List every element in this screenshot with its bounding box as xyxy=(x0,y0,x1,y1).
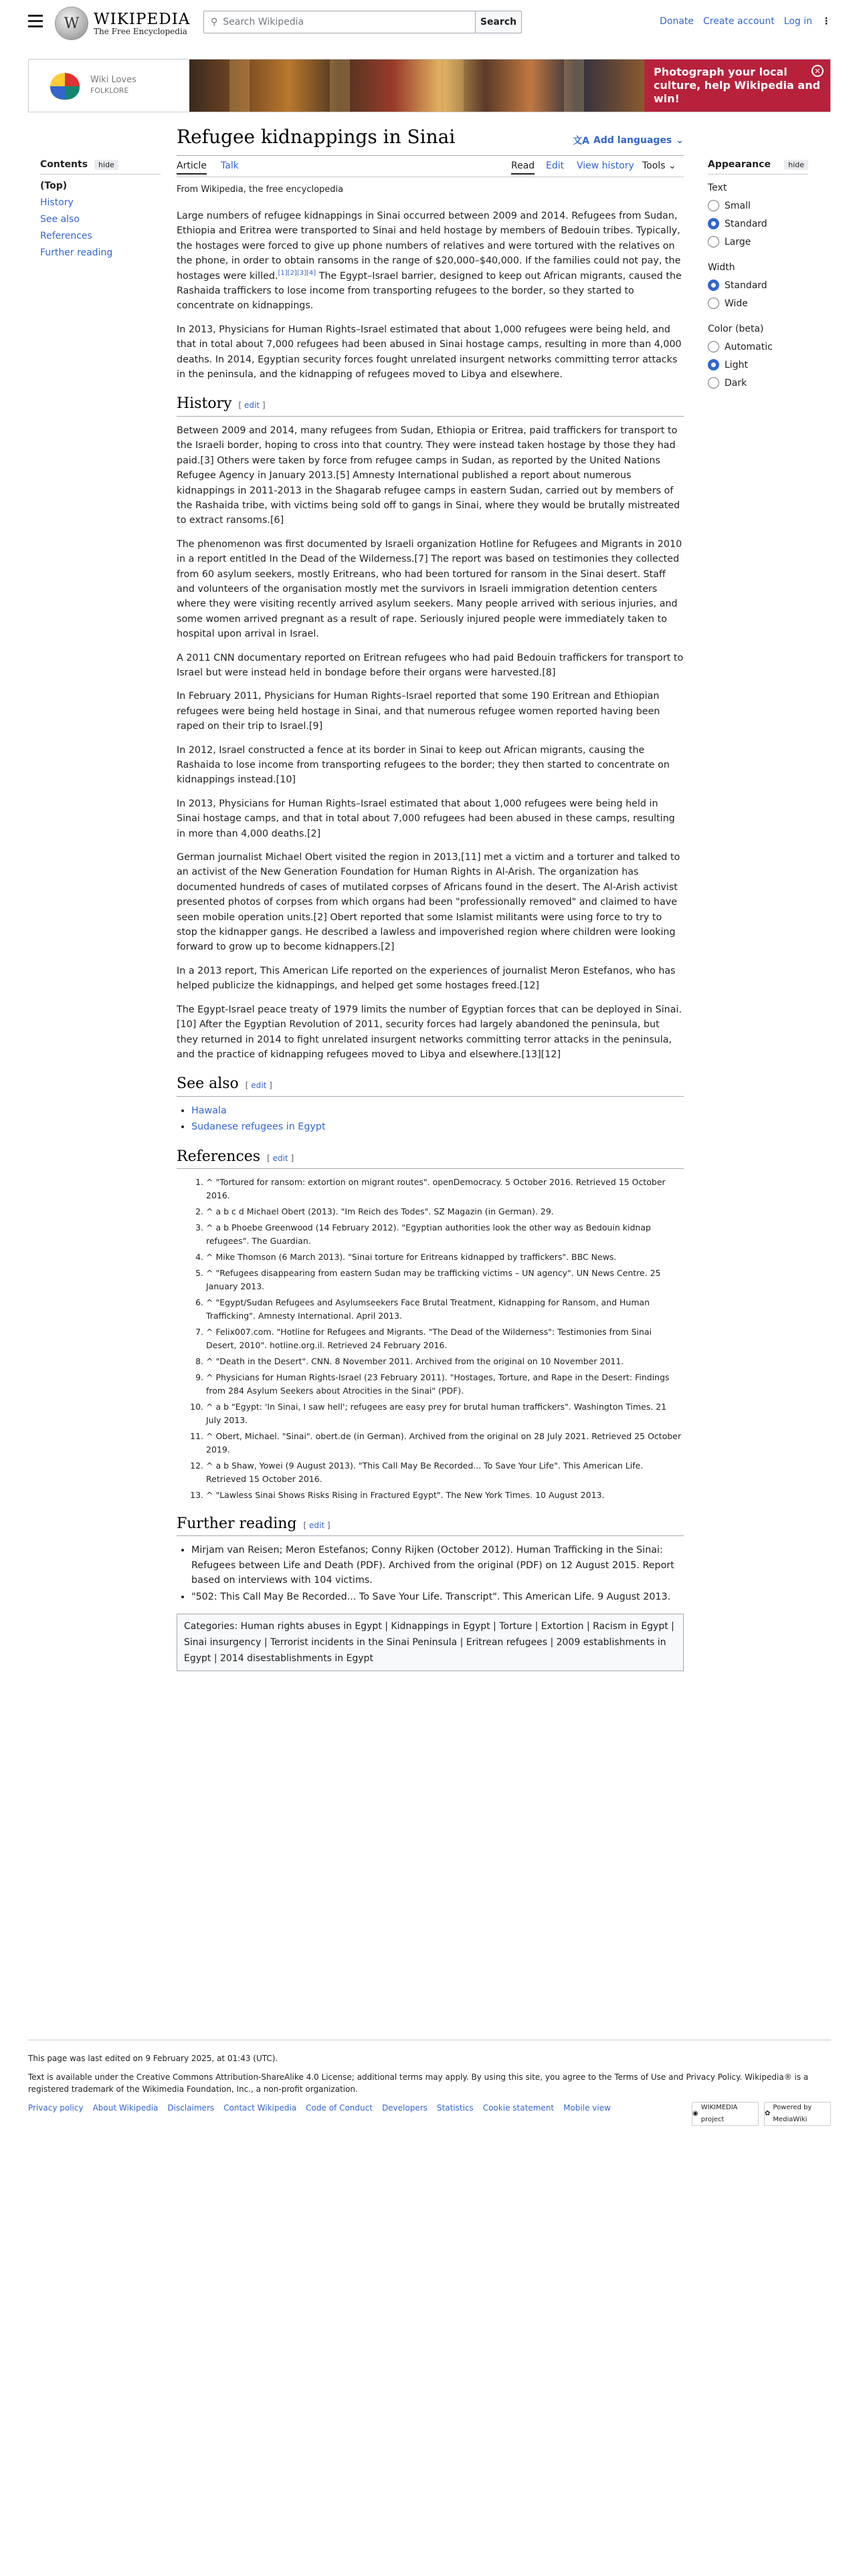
search-placeholder: Search Wikipedia xyxy=(223,17,304,27)
close-icon[interactable]: ✕ xyxy=(812,65,824,77)
heading-text: See also xyxy=(177,1075,239,1093)
color-automatic[interactable] xyxy=(708,341,828,352)
history-paragraph: In 2012, Israel constructed a fence at its border in Sinai to keep out African migrants, causing the Rashaida to lose income from transporting refugees to the border; they then started to concentrate on kidnappings instead.[10] xyxy=(177,744,670,786)
footer-link-developers[interactable]: Developers xyxy=(381,2103,427,2113)
radio-label: Large xyxy=(725,236,751,247)
toc-title: Contents xyxy=(40,159,88,170)
footer-link-cookies[interactable]: Cookie statement xyxy=(482,2103,555,2113)
reference-item: 6. ^ "Egypt/Sudan Refugees and Asylumseekers Face Brutal Treatment, Kidnapping for Ransom, and Human Trafficking". Amnesty International. April 2013. xyxy=(206,1296,684,1323)
text-size-large[interactable] xyxy=(708,236,828,247)
section-heading-references: References [ edit ] xyxy=(177,1150,684,1169)
search-icon: ⚲ xyxy=(211,17,218,27)
tab-talk[interactable]: Talk xyxy=(221,160,239,171)
appearance-title: Appearance xyxy=(708,159,771,170)
search-form xyxy=(203,11,522,33)
page-tabs xyxy=(177,160,684,177)
heading-text: References xyxy=(177,1148,261,1165)
history-paragraph: In a 2013 report, This American Life reported on the experiences of journalist Meron Estefanos, who has helped publicize the kidnappings, and helped get some hostages freed.[12] xyxy=(177,965,676,992)
chevron-down-icon: ⌄ xyxy=(676,135,684,146)
wikimedia-badge[interactable] xyxy=(692,2102,759,2126)
heading-text: Further reading xyxy=(177,1515,297,1532)
add-languages-button[interactable] xyxy=(573,134,684,147)
campaign-banner[interactable] xyxy=(28,59,831,112)
edit-section-link[interactable]: edit xyxy=(272,1153,288,1163)
banner-logo-line1: Wiki Loves xyxy=(90,75,136,85)
tab-view-history[interactable]: View history xyxy=(577,160,634,171)
wikipedia-logo[interactable] xyxy=(55,7,190,40)
text-size-standard[interactable] xyxy=(708,218,828,229)
tools-menu[interactable] xyxy=(642,160,676,171)
toc-item-history[interactable]: History xyxy=(40,197,74,208)
width-label: Width xyxy=(708,262,735,273)
edit-section-link[interactable]: edit xyxy=(251,1081,267,1091)
reference-item: 5. ^ "Refugees disappearing from eastern Sudan may be trafficking victims – UN agency". UN News Centre. 25 January 2013. xyxy=(206,1267,684,1293)
further-reading-list xyxy=(191,1543,684,1604)
mediawiki-icon: ✿ xyxy=(765,2110,771,2117)
list-item: • "502: This Call May Be Recorded... To Save Your Life. Transcript". This American Life. 9 August 2013. xyxy=(191,1590,684,1604)
category-box[interactable]: Categories: Human rights abuses in Egypt | Kidnappings in Egypt | Torture | Extortion | Racism in Egypt | Sinai insurgency | Terrorist incidents in the Sinai Peninsula | Eritrean refugees | 2009 establishments in Egypt | 2014 disestablishments in Egypt xyxy=(177,1614,684,1671)
toc-item-see-also[interactable]: See also xyxy=(40,214,80,225)
width-wide[interactable] xyxy=(708,298,828,309)
color-light[interactable] xyxy=(708,359,828,370)
history-paragraph: In February 2011, Physicians for Human Rights–Israel reported that some 190 Eritrean and Ethiopian refugees were being held hostage in Sinai, and that numerous refugee women reported having been raped on their trip to Israel.[9] xyxy=(177,691,660,732)
tools-label: Tools xyxy=(642,160,666,171)
personal-tools xyxy=(660,16,831,27)
main-menu-icon[interactable] xyxy=(28,15,43,28)
banner-cta-text[interactable]: Photograph your local culture, help Wikipedia and win! xyxy=(644,60,830,112)
radio-label: Small xyxy=(725,200,751,211)
radio-label: Wide xyxy=(725,298,748,309)
search-input[interactable] xyxy=(203,11,475,33)
mediawiki-badge[interactable] xyxy=(764,2102,831,2126)
article-body xyxy=(177,209,684,1671)
toc-item-top[interactable]: (Top) xyxy=(40,181,68,191)
reference-item: 13. ^ "Lawless Sinai Shows Risks Rising in Fractured Egypt". The New York Times. 10 August 2013. xyxy=(206,1489,684,1502)
appearance-panel xyxy=(708,159,828,389)
history-paragraph: The Egypt-Israel peace treaty of 1979 limits the number of Egyptian forces that can be deployed in Sinai.[10] After the Egyptian Revolution of 2011, security forces had largely abandoned the peninsula, but they returned in 2014 to fight unrelated insurgent networks committing terror attacks in the peninsula, and the practice of kidnapping refugees moved to Libya and elsewhere.[13][12] xyxy=(177,1004,682,1060)
lead-paragraph xyxy=(177,209,684,314)
reference-item: 12. ^ a b Shaw, Yowei (9 August 2013). "This Call May Be Recorded... To Save Your Life". This American Life. Retrieved 15 October 2016. xyxy=(206,1459,684,1486)
language-icon: 文A xyxy=(573,136,590,146)
reference-item: 10. ^ a b "Egypt: 'In Sinai, I saw hell'; refugees are easy prey for brutal human traffickers". Washington Times. 21 July 2013. xyxy=(206,1400,684,1427)
radio-label: Light xyxy=(725,359,748,370)
radio-label: Standard xyxy=(725,218,767,229)
license-text: Text is available under the Creative Commons Attribution-ShareAlike 4.0 License; additional terms may apply. By using this site, you agree to the Terms of Use and Privacy Policy. Wikipedia® is a registered trademark of the Wikimedia Foundation, Inc., a non-profit organization. xyxy=(28,2072,809,2094)
add-languages-label: Add languages xyxy=(593,135,672,146)
donate-link[interactable]: Donate xyxy=(660,16,694,27)
color-dark[interactable] xyxy=(708,377,828,389)
search-button[interactable]: Search xyxy=(475,11,522,33)
tab-read[interactable]: Read xyxy=(511,160,535,175)
citation-link[interactable]: [1][2][3][4] xyxy=(278,269,316,277)
history-paragraph: A 2011 CNN documentary reported on Eritrean refugees who had paid Bedouin traffickers for transport to Israel but were instead held in bondage before their organs were harvested.[8] xyxy=(177,652,684,678)
footer-link-disclaimers[interactable]: Disclaimers xyxy=(167,2103,215,2113)
reference-item: 2. ^ a b c d Michael Obert (2013). "Im Reich des Todes". SZ Magazin (in German). 29. xyxy=(206,1205,684,1218)
logo-wordmark: WIKIPEDIA xyxy=(94,11,191,28)
page-footer xyxy=(28,2040,831,2123)
banner-logo xyxy=(29,60,189,112)
see-also-link[interactable]: Sudanese refugees in Egypt xyxy=(191,1121,326,1133)
list-item xyxy=(191,1119,684,1134)
toc-item-further-reading[interactable]: Further reading xyxy=(40,247,113,258)
reference-list xyxy=(177,1176,684,1502)
site-subtitle: From Wikipedia, the free encyclopedia xyxy=(177,185,344,195)
toc-hide-button[interactable]: hide xyxy=(94,160,118,170)
see-also-link[interactable]: Hawala xyxy=(191,1105,227,1116)
reference-item: 4. ^ Mike Thomson (6 March 2013). "Sinai torture for Eritreans kidnapped by traffickers". BBC News. xyxy=(206,1251,684,1264)
table-of-contents xyxy=(40,159,161,258)
edit-section-link[interactable]: edit xyxy=(244,401,260,411)
appearance-hide-button[interactable]: hide xyxy=(784,160,808,170)
site-header xyxy=(0,0,859,47)
lead-paragraph-2: In 2013, Physicians for Human Rights–Israel estimated that about 1,000 refugees were being held, and that in total about 7,000 refugees had been abused in Sinai hostage camps, resulting in more than 4,000 deaths. In 2014, Egyptian security forces fought unrelated insurgent networks committing terror attacks in the peninsula, and the kidnapping of refugees moved to Libya and elsewhere. xyxy=(177,324,682,381)
width-standard[interactable] xyxy=(708,280,828,291)
badge-label: Powered by MediaWiki xyxy=(773,2104,812,2123)
lead-text: Large numbers of refugee kidnappings in Sinai occurred between 2009 and 2014. Refugees from Sudan, Ethiopia and Eritrea were transported to Sinai and held hostage by members of Bedouin tribes. Typically, the hostages were forced to give up phone numbers of relatives and were tortured with the relatives on the phone, in order to obtain ransoms in the range of $20,000–$40,000. If the families could not pay, the hostages were killed. xyxy=(177,211,681,282)
list-item xyxy=(191,1103,684,1118)
footer-badges xyxy=(692,2102,831,2126)
history-paragraph: Between 2009 and 2014, many refugees from Sudan, Ethiopia or Eritrea, paid traffickers for transport to the Israeli border, hoping to cross into that country. They were instead taken hostage by those they had paid.[3] Others were taken by force from refugee camps in Sudan, as reported by the United Nations Refugee Agency in January 2013.[5] Amnesty International published a report about numerous kidnappings in 2011-2013 in the Shagarab refugee camps in eastern Sudan, carried out by members of the Rashaida tribe, with victims being sold off to gangs in Sinai, where they would be brutally mistreated to extract ransoms.[6] xyxy=(177,425,680,526)
page-title: Refugee kidnappings in Sinai xyxy=(177,126,456,148)
logo-tagline: The Free Encyclopedia xyxy=(94,27,187,36)
radio-label: Standard xyxy=(725,280,767,291)
edit-section-link[interactable]: edit xyxy=(309,1520,325,1530)
list-item: • Mirjam van Reisen; Meron Estefanos; Conny Rijken (October 2012). Human Trafficking in the Sinai: Refugees between Life and Death (PDF). Archived from the original (PDF) on 12 August 2015. Report based on interviews with 104 victims. xyxy=(191,1543,684,1588)
section-heading-see-also: See also [ edit ] xyxy=(177,1077,684,1096)
history-paragraph: The phenomenon was first documented by Israeli organization Hotline for Refugees and Migrants in 2010 in a report entitled In the Dead of the Wilderness.[7] The report was based on testimonies they collected from 60 asylum seekers, mostly Eritreans, who had been tortured for ransom in the Sinai desert. Staff and volunteers of the organisation mostly met the survivors in Israeli immigration detention centers where they were visiting recently arrived asylum seekers. Many people arrived with serious injuries, and some women arrived pregnant as a result of rape. Seriously injured people were immediately taken to hospital upon arrival in Israel. xyxy=(177,538,682,640)
log-in-link[interactable]: Log in xyxy=(783,16,812,27)
heading-text: History xyxy=(177,395,232,413)
footer-link-statistics[interactable]: Statistics xyxy=(436,2103,474,2113)
chevron-down-icon: ⌄ xyxy=(668,160,676,171)
footer-link-contact[interactable]: Contact Wikipedia xyxy=(223,2103,297,2113)
banner-logo-line2: FOLKLORE xyxy=(90,86,129,95)
title-divider xyxy=(177,155,684,156)
history-paragraph: German journalist Michael Obert visited the region in 2013,[11] met a victim and a torturer and talked to an activist of the New Generation Foundation for Human Rights in Al-Arish. The organization has documented hundreds of cases of mutilated corpses of Africans found in the desert. The Al-Arish activist presented photos of corpses from which organs had been "professionally removed" and claimed to have seen mobile operation units.[2] Obert reported that some Islamist militants were using force to try to stop the kidnapper gangs. He described a lawless and impoverished region where children were looking forward to grow up to become kidnappers.[2] xyxy=(177,852,680,953)
footer-link-conduct[interactable]: Code of Conduct xyxy=(306,2103,373,2113)
reference-item: 7. ^ Felix007.com. "Hotline for Refugees and Migrants. "The Dead of the Wilderness": Testimonies from Sinai Desert, 2010". hotline.org.il. Retrieved 24 February 2016. xyxy=(206,1325,684,1352)
footer-link-mobile[interactable]: Mobile view xyxy=(563,2103,611,2113)
last-edited-text: This page was last edited on 9 February 2025, at 01:43 (UTC). xyxy=(28,2054,278,2063)
heart-logo-icon xyxy=(45,69,85,102)
color-label: Color (beta) xyxy=(708,324,764,334)
toc-item-references[interactable]: References xyxy=(40,231,92,241)
tab-article[interactable]: Article xyxy=(177,160,207,175)
radio-label: Automatic xyxy=(725,341,773,352)
section-heading-history: History [ edit ] xyxy=(177,397,684,416)
more-options-icon[interactable]: ⋮ xyxy=(822,16,831,27)
globe-icon: W xyxy=(55,7,88,40)
reference-item: 8. ^ "Death in the Desert". CNN. 8 November 2011. Archived from the original on 10 November 2011. xyxy=(206,1355,684,1368)
tab-edit[interactable]: Edit xyxy=(546,160,565,171)
section-heading-further-reading: Further reading [ edit ] xyxy=(177,1517,684,1536)
footer-link-privacy[interactable]: Privacy policy xyxy=(28,2103,84,2113)
footer-link-about[interactable]: About Wikipedia xyxy=(92,2103,159,2113)
see-also-list xyxy=(191,1103,684,1135)
radio-label: Dark xyxy=(725,377,747,389)
wikimedia-icon: ◉ xyxy=(692,2110,698,2117)
history-paragraph: In 2013, Physicians for Human Rights–Israel estimated that about 1,000 refugees were being held in Sinai hostage camps, and that in total about 7,000 refugees had been abused in these camps, resulting in more than 4,000 deaths.[2] xyxy=(177,798,675,839)
reference-item: 9. ^ Physicians for Human Rights-Israel (23 February 2011). "Hostages, Torture, and Rape in the Desert: Findings from 284 Asylum Seekers about Atrocities in the Sinai" (PDF). xyxy=(206,1371,684,1398)
banner-photo xyxy=(189,60,644,112)
reference-item: 3. ^ a b Phoebe Greenwood (14 February 2012). "Egyptian authorities look the other way as Bedouin kidnap refugees". The Guardian. xyxy=(206,1221,684,1248)
text-size-label: Text xyxy=(708,183,727,193)
badge-label: WIKIMEDIA project xyxy=(700,2104,738,2123)
reference-item: 11. ^ Obert, Michael. "Sinai". obert.de (in German). Archived from the original on 28 July 2021. Retrieved 25 October 2019. xyxy=(206,1430,684,1457)
create-account-link[interactable]: Create account xyxy=(703,16,775,27)
reference-item: 1. ^ "Tortured for ransom: extortion on migrant routes". openDemocracy. 5 October 2016. Retrieved 15 October 2016. xyxy=(206,1176,684,1202)
text-size-small[interactable] xyxy=(708,200,828,211)
lead-text-2: The Egypt–Israel barrier, designed to keep out African migrants, caused the Rashaida traffickers to lose income from transporting refugees to the border, so they started to concentrate on kidnappings. xyxy=(177,270,682,312)
